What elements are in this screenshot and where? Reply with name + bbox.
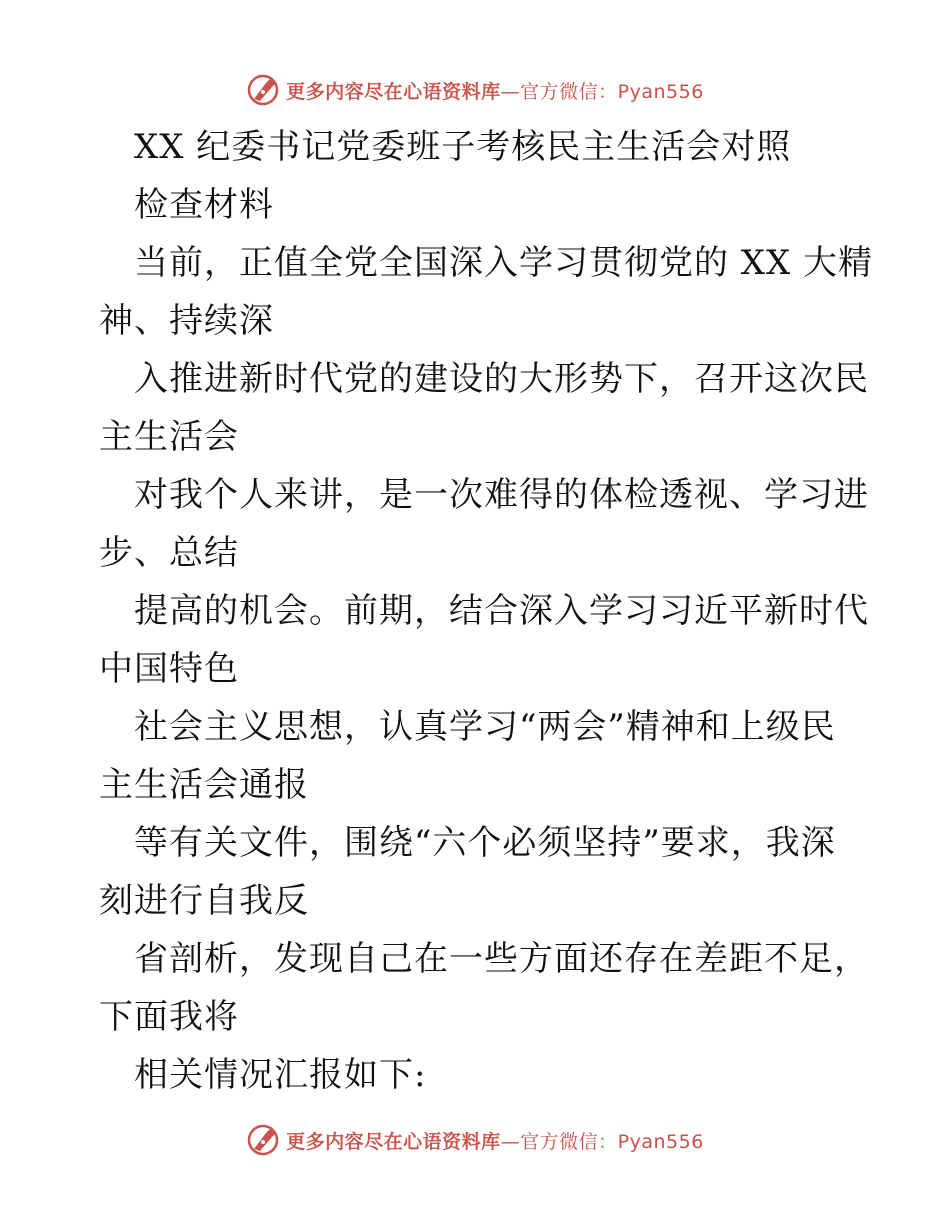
paragraph-line: 主生活会通报 xyxy=(99,765,309,805)
paragraph-line: 步、总结 xyxy=(99,533,239,573)
document-title-line-1: XX 纪委书记党委班子考核民主生活会对照 xyxy=(134,127,792,167)
paragraph-line: 省剖析，发现自己在一些方面还存在差距不足， xyxy=(134,939,869,979)
header-banner xyxy=(0,70,950,110)
header-banner-inner xyxy=(246,73,704,107)
footer-wechat-text: 官方微信：Pyan556 xyxy=(520,1130,704,1153)
paragraph-line: 对我个人来讲，是一次难得的体检透视、学习进 xyxy=(134,475,869,515)
paragraph-line: 神、持续深 xyxy=(99,301,274,341)
paragraph-line: 入推进新时代党的建设的大形势下，召开这次民 xyxy=(134,359,869,399)
pen-nib-logo-icon xyxy=(246,73,280,107)
footer-banner-text xyxy=(286,1127,704,1154)
footer-separator: — xyxy=(500,1130,521,1153)
paragraph-line: 提高的机会。前期，结合深入学习习近平新时代 xyxy=(134,591,869,631)
header-banner-text xyxy=(286,77,704,104)
paragraph-line: 下面我将 xyxy=(99,997,239,1037)
paragraph-line: 等有关文件，围绕“六个必须坚持”要求，我深 xyxy=(134,823,836,863)
header-separator: — xyxy=(500,80,521,103)
footer-banner-inner xyxy=(246,1123,704,1157)
header-wechat-text: 官方微信：Pyan556 xyxy=(520,80,704,103)
paragraph-line: 当前，正值全党全国深入学习贯彻党的 XX 大精 xyxy=(134,243,874,283)
paragraph-line: 刻进行自我反 xyxy=(99,881,309,921)
header-site-text: 更多内容尽在心语资料库 xyxy=(286,80,501,103)
footer-banner xyxy=(0,1120,950,1160)
paragraph-line: 中国特色 xyxy=(99,649,239,689)
paragraph-line: 相关情况汇报如下: xyxy=(134,1055,427,1095)
paragraph-line: 主生活会 xyxy=(99,417,239,457)
paragraph-line: 社会主义思想，认真学习“两会”精神和上级民 xyxy=(134,707,836,747)
pen-nib-logo-icon xyxy=(246,1123,280,1157)
document-title-line-2: 检查材料 xyxy=(134,185,274,225)
footer-site-text: 更多内容尽在心语资料库 xyxy=(286,1130,501,1153)
